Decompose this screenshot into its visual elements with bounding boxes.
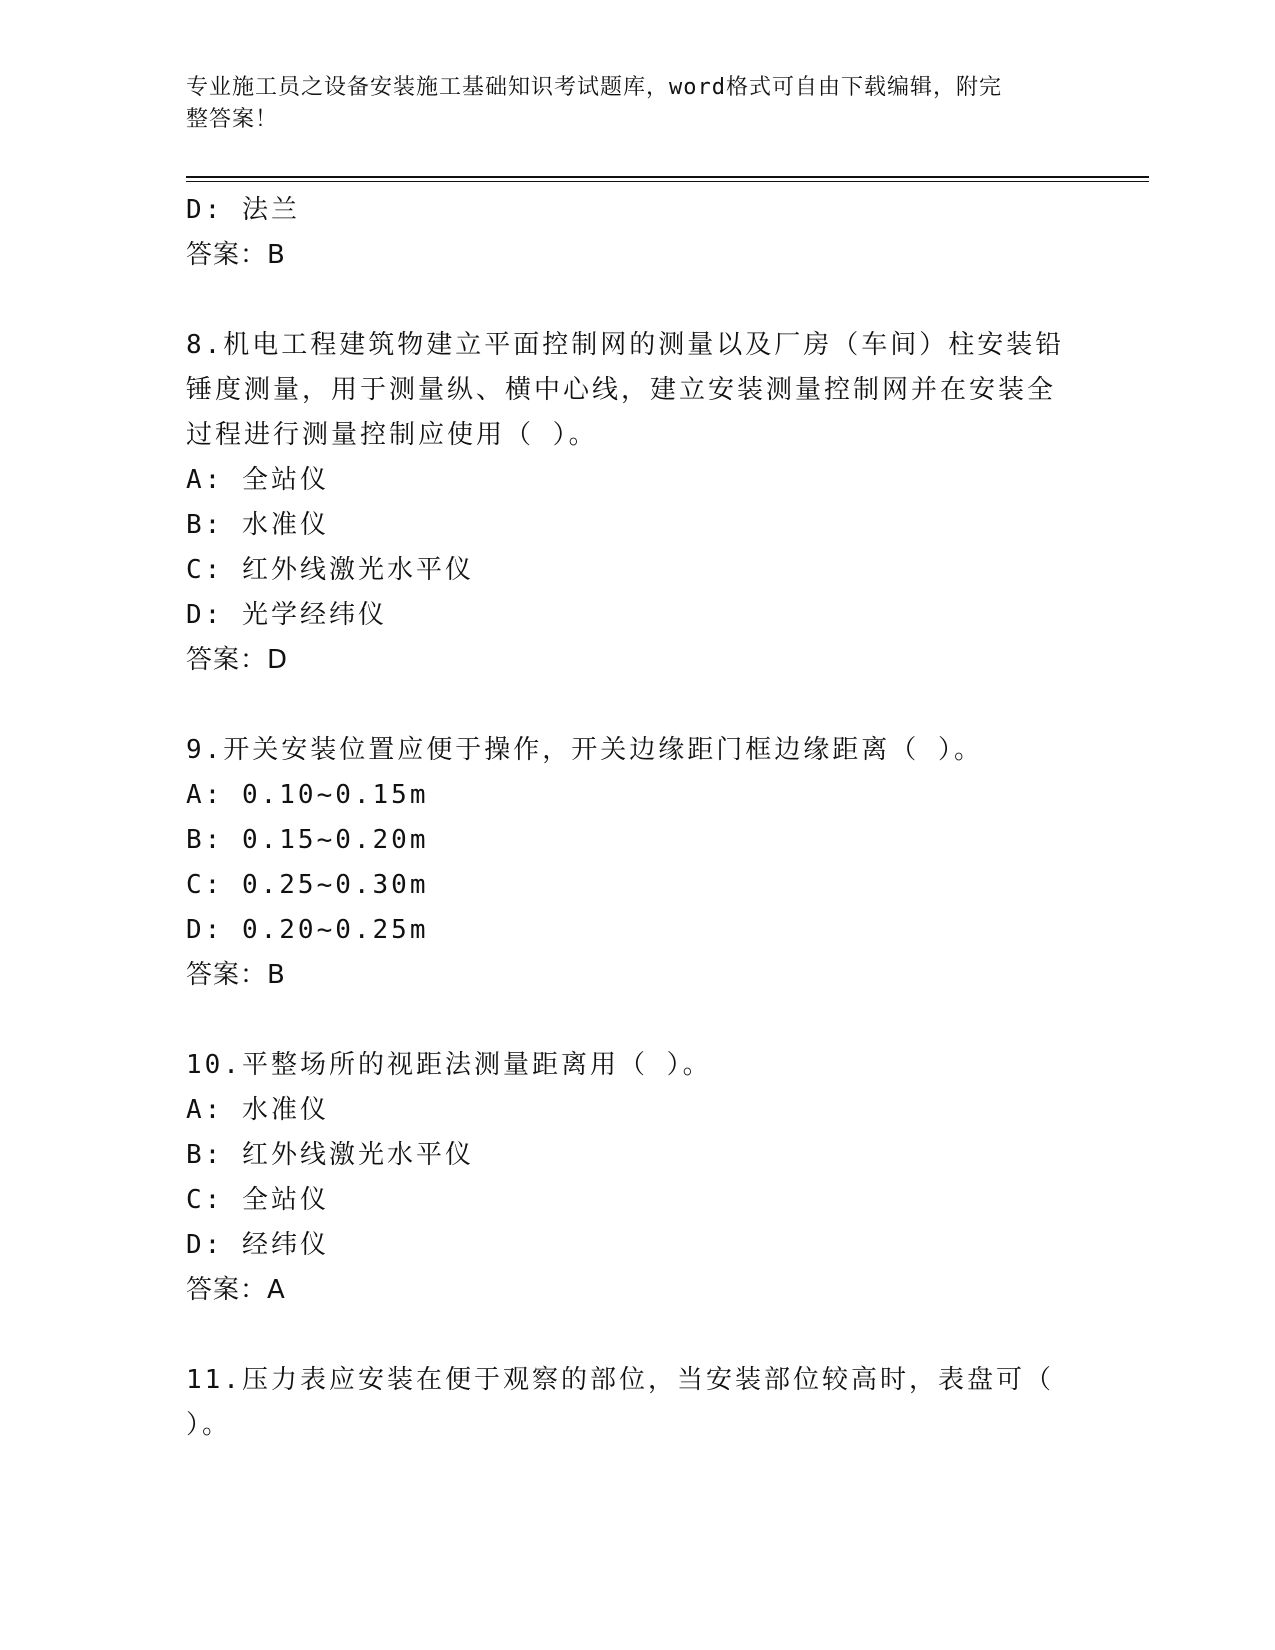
header-divider-thin <box>186 181 1149 182</box>
header-divider-thick <box>186 176 1149 178</box>
question-8-stem-line-1: 8.机电工程建筑物建立平面控制网的测量以及厂房（车间）柱安装铅 <box>186 330 1065 360</box>
question-8-option-d: D: 光学经纬仪 <box>186 600 387 630</box>
header-line-2: 整答案！ <box>186 107 279 132</box>
prev-option-d: D: 法兰 <box>186 195 300 225</box>
question-9-option-c: C: 0.25~0.30m <box>186 870 429 900</box>
question-11-stem-line-1: 11.压力表应安装在便于观察的部位，当安装部位较高时，表盘可（ <box>186 1365 1054 1395</box>
spacer <box>186 683 1066 728</box>
spacer <box>186 278 1066 323</box>
question-8-option-b: B: 水准仪 <box>186 510 329 540</box>
header-line-1: 专业施工员之设备安装施工基础知识考试题库，word格式可自由下载编辑，附完 <box>186 75 1002 100</box>
question-8-answer: 答案：D <box>186 645 289 675</box>
question-list <box>186 188 1066 1448</box>
question-10-option-b: B: 红外线激光水平仪 <box>186 1140 474 1170</box>
question-9-option-b: B: 0.15~0.20m <box>186 825 429 855</box>
question-9-stem-line-1: 9.开关安装位置应便于操作，开关边缘距门框边缘距离（ ）。 <box>186 735 983 765</box>
question-10 <box>186 1043 1066 1313</box>
document-header <box>186 72 1066 136</box>
prev-answer: 答案：B <box>186 240 286 270</box>
question-11-stem-line-2: ）。 <box>186 1410 232 1440</box>
question-10-option-a: A: 水准仪 <box>186 1095 329 1125</box>
question-10-option-d: D: 经纬仪 <box>186 1230 329 1260</box>
question-9-option-a: A: 0.10~0.15m <box>186 780 429 810</box>
question-11 <box>186 1358 1066 1448</box>
question-8-stem-line-3: 过程进行测量控制应使用（ ）。 <box>186 420 598 450</box>
question-10-answer: 答案：A <box>186 1275 286 1305</box>
spacer <box>186 998 1066 1043</box>
question-8-option-c: C: 红外线激光水平仪 <box>186 555 474 585</box>
question-9-answer: 答案：B <box>186 960 286 990</box>
question-10-option-c: C: 全站仪 <box>186 1185 329 1215</box>
question-9-option-d: D: 0.20~0.25m <box>186 915 429 945</box>
question-10-stem-line-1: 10.平整场所的视距法测量距离用（ ）。 <box>186 1050 712 1080</box>
question-9 <box>186 728 1066 998</box>
spacer <box>186 1313 1066 1358</box>
question-8-stem-line-2: 锤度测量，用于测量纵、横中心线，建立安装测量控制网并在安装全 <box>186 375 1057 405</box>
question-8-option-a: A: 全站仪 <box>186 465 329 495</box>
question-8 <box>186 323 1066 683</box>
